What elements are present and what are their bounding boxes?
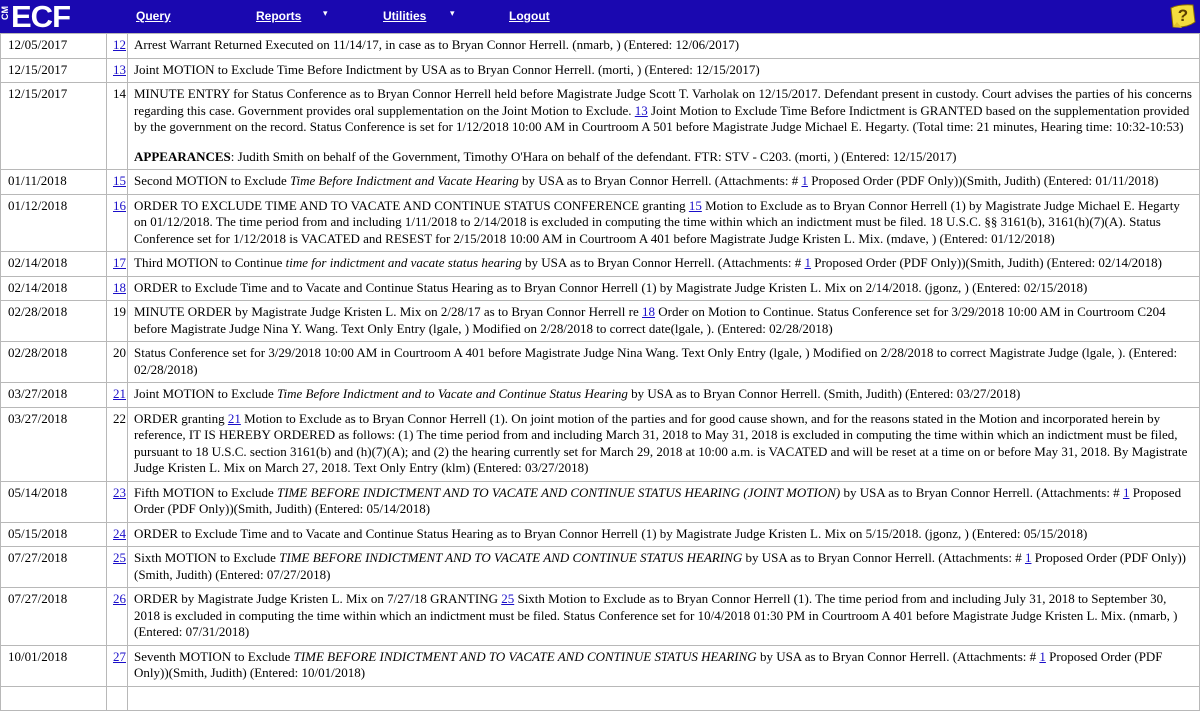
docket-entry-row xyxy=(1,342,1200,383)
top-nav-bar xyxy=(0,0,1200,34)
entry-date: 07/27/2018 xyxy=(1,547,107,588)
docket-entry-row xyxy=(1,481,1200,522)
entry-number-cell xyxy=(107,83,128,170)
menu-query[interactable]: Query xyxy=(136,9,171,23)
document-link[interactable]: 1 xyxy=(801,173,808,188)
document-link[interactable]: 18 xyxy=(642,304,656,319)
entry-date: 02/28/2018 xyxy=(1,342,107,383)
entry-date: 05/14/2018 xyxy=(1,481,107,522)
docket-entry-row xyxy=(1,645,1200,686)
entry-text: Third MOTION to Continue xyxy=(134,255,286,270)
entry-text: by USA as to Bryan Connor Herrell. (Attachments: # xyxy=(840,484,1123,500)
entry-number-link[interactable]: 26 xyxy=(113,591,126,606)
document-link[interactable]: 21 xyxy=(227,410,241,426)
entry-text: ORDER granting xyxy=(134,410,228,426)
entry-number: 19 xyxy=(113,304,126,319)
document-link[interactable]: 1 xyxy=(804,255,812,270)
help-question-icon[interactable] xyxy=(1169,2,1197,30)
entry-text: ORDER TO EXCLUDE TIME AND TO VACATE AND CONTINUE STATUS CONFERENCE granting xyxy=(134,197,689,213)
entry-text: by USA as to Bryan Connor Herrell. (Attachments: # xyxy=(742,550,1025,565)
entry-text: Motion to Exclude as to Bryan Connor Herrell (1). On joint motion of the parties and for good cause shown, and for the reasons stated in the Motion and incorporated herein by reference, IT IS HEREBY ORDERED as follows: (1) The time period from and including March 31, 2018 to May 31, 2018 is excluded in computing the time within which an indictment must be filed, pursuant to 18 U.S.C. section 3161(b) and (h)(7)(A); and (2) the hearing currently set for March 29, 2018 at 10:00 a.m. is VACATED and will be reset at a time on or before May 31, 2018. By Magistrate Judge Kristen L. Mix on March 27, 2018. Text Only Entry (klm) (Entered: 03/27/2018) xyxy=(134,410,1188,475)
menu-utilities[interactable]: Utilities xyxy=(383,9,427,23)
docket-entry-row xyxy=(1,522,1200,547)
entry-date: 01/12/2018 xyxy=(1,194,107,252)
entry-number-cell xyxy=(107,301,128,342)
entry-text: Seventh MOTION to Exclude xyxy=(134,648,294,664)
entry-date: 02/14/2018 xyxy=(1,252,107,277)
entry-number: 14 xyxy=(113,86,126,101)
help-glyph: ? xyxy=(1177,6,1189,25)
entry-number-cell xyxy=(107,407,128,481)
entry-number-cell xyxy=(107,252,128,277)
entry-description xyxy=(128,170,1200,195)
entry-date xyxy=(1,686,107,711)
entry-text: Second MOTION to Exclude xyxy=(134,173,290,188)
entry-description xyxy=(128,383,1200,408)
docket-entry-row xyxy=(1,194,1200,252)
motion-title: TIME BEFORE INDICTMENT AND TO VACATE AND CONTINUE STATUS HEARING xyxy=(293,648,757,664)
entry-date: 03/27/2018 xyxy=(1,383,107,408)
logo-cm-text: CM xyxy=(0,6,10,20)
document-link[interactable]: 15 xyxy=(688,197,702,213)
docket-entry-row xyxy=(1,252,1200,277)
entry-number-link[interactable]: 13 xyxy=(113,61,126,77)
motion-title: TIME BEFORE INDICTMENT AND TO VACATE AND CONTINUE STATUS HEARING (JOINT MOTION) xyxy=(276,484,841,500)
entry-number-cell xyxy=(107,383,128,408)
motion-title: time for indictment and vacate status hearing xyxy=(285,255,522,270)
appearances-block xyxy=(134,149,1193,166)
entry-description xyxy=(128,522,1200,547)
entry-date: 10/01/2018 xyxy=(1,645,107,686)
entry-text: Proposed Order (PDF Only))(Smith, Judith) (Entered: 05/14/2018) xyxy=(134,484,1182,516)
entry-number-link[interactable]: 15 xyxy=(113,173,126,188)
logo-ecf-text: ECF xyxy=(11,0,70,34)
entry-description xyxy=(128,58,1200,83)
entry-description xyxy=(128,686,1200,711)
entry-text: Joint MOTION to Exclude xyxy=(134,386,277,401)
docket-entry-row xyxy=(1,83,1200,170)
entry-number-link[interactable]: 21 xyxy=(113,386,126,401)
entry-date: 05/15/2018 xyxy=(1,522,107,547)
docket-entry-row xyxy=(1,301,1200,342)
entry-description xyxy=(128,407,1200,481)
docket-entry-row xyxy=(1,58,1200,83)
entry-text: by USA as to Bryan Connor Herrell. (Smith, Judith) (Entered: 03/27/2018) xyxy=(627,386,1021,401)
document-link[interactable]: 1 xyxy=(1039,648,1046,664)
entry-number-link[interactable]: 23 xyxy=(113,484,126,500)
entry-description xyxy=(128,588,1200,646)
entry-text: Status Conference set for 3/29/2018 10:00 AM in Courtroom A 401 before Magistrate Judge Nina Wang. Text Only Entry (lgale, ) Modified on 2/28/2018 to correct Magistrate Judge (lgale, ). (Entered: 02/28/2018) xyxy=(134,345,1178,377)
docket-entry-row xyxy=(1,170,1200,195)
entry-description xyxy=(128,342,1200,383)
entry-text: by USA as to Bryan Connor Herrell. (Attachments: # xyxy=(756,648,1040,664)
entry-date: 03/27/2018 xyxy=(1,407,107,481)
entry-number-link[interactable]: 24 xyxy=(113,525,126,541)
entry-text: Sixth Motion to Exclude as to Bryan Connor Herrell (1). The time period from and including July 31, 2018 to September 30, 2018 is excluded in computing the time within which an indictment must be filed. Status Conference set for 10/4/2018 01:30 PM in Courtroom A 401 before Magistrate Judge Kristen L. Mix. (nmarb, ) (Entered: 07/31/2018) xyxy=(134,591,1178,639)
docket-entry-row xyxy=(1,588,1200,646)
docket-entry-row xyxy=(1,34,1200,59)
document-link[interactable]: 1 xyxy=(1122,484,1130,500)
entry-date: 12/15/2017 xyxy=(1,58,107,83)
docket-table xyxy=(0,33,1200,711)
entry-number-cell xyxy=(107,276,128,301)
entry-date: 01/11/2018 xyxy=(1,170,107,195)
entry-number-cell xyxy=(107,547,128,588)
entry-text: Proposed Order (PDF Only))(Smith, Judith) (Entered: 10/01/2018) xyxy=(134,648,1163,680)
menu-logout[interactable]: Logout xyxy=(509,9,550,23)
motion-title: Time Before Indictment and Vacate Hearing xyxy=(289,173,519,188)
entry-number-link[interactable]: 27 xyxy=(113,648,126,664)
entry-text: MINUTE ORDER by Magistrate Judge Kristen L. Mix on 2/28/17 as to Bryan Connor Herrell re xyxy=(134,304,643,319)
motion-title: Time Before Indictment and to Vacate and Continue Status Hearing xyxy=(276,386,628,401)
motion-title: TIME BEFORE INDICTMENT AND TO VACATE AND CONTINUE STATUS HEARING xyxy=(279,550,743,565)
entry-date: 12/05/2017 xyxy=(1,34,107,59)
entry-description xyxy=(128,83,1200,170)
entry-description xyxy=(128,252,1200,277)
entry-description xyxy=(128,547,1200,588)
entry-text: Proposed Order (PDF Only))(Smith, Judith) (Entered: 02/14/2018) xyxy=(811,255,1162,270)
docket-entry-row xyxy=(1,383,1200,408)
entry-description xyxy=(128,481,1200,522)
document-link[interactable]: 1 xyxy=(1024,550,1032,565)
entry-text: Joint Motion to Exclude Time Before Indictment is GRANTED based on the supplementation provided by the government on the record. Status Conference is set for 1/12/2018 10:00 AM in Courtroom A 501 before Magistrate Judge Michael E. Hegarty. (Total time: 21 minutes, Hearing time: 10:32-10:53) xyxy=(134,102,1190,134)
entry-text: ORDER to Exclude Time and to Vacate and Continue Status Hearing as to Bryan Connor Herrell (1) by Magistrate Judge Kristen L. Mix on 5/15/2018. (jgonz, ) (Entered: 05/15/2018) xyxy=(134,525,1088,541)
docket-entry-row xyxy=(1,276,1200,301)
document-link[interactable]: 25 xyxy=(501,591,515,606)
entry-number-cell xyxy=(107,58,128,83)
entry-description xyxy=(128,194,1200,252)
entry-number: 20 xyxy=(113,345,126,360)
entry-text: Motion to Exclude as to Bryan Connor Herrell (1) by Magistrate Judge Michael E. Hegarty on 01/12/2018. The time period from and including 1/11/2018 to 2/14/2018 is excluded in computing the time within which an indictment must be filed. 18 U.S.C. §§ 3161(b), 3161(h)(7)(A). Status Conference set for 1/12/2018 is VACATED and RESEST for 2/15/2018 10:00 AM in Courtroom A 401 before Magistrate Judge Kristen L. Mix. (mdave, ) (Entered: 01/12/2018) xyxy=(134,197,1180,246)
entry-text: MINUTE ENTRY for Status Conference as to Bryan Connor Herrell held before Magistrate Judge Scott T. Varholak on 12/15/2017. Defendant present in custody. Court advises the parties of his concerns regarding this case. Government provides oral supplementation on the Joint Motion to Exclude. xyxy=(134,86,1192,118)
entry-text: Sixth MOTION to Exclude xyxy=(134,550,280,565)
entry-description xyxy=(128,645,1200,686)
entry-number-link[interactable]: 17 xyxy=(113,255,126,270)
menu-reports[interactable]: Reports xyxy=(256,9,302,23)
entry-date: 02/28/2018 xyxy=(1,301,107,342)
entry-description xyxy=(128,34,1200,59)
entry-date: 07/27/2018 xyxy=(1,588,107,646)
entry-number-cell xyxy=(107,34,128,59)
entry-number-cell xyxy=(107,342,128,383)
entry-number-cell xyxy=(107,481,128,522)
entry-number-link[interactable]: 16 xyxy=(113,197,126,213)
entry-text: Fifth MOTION to Exclude xyxy=(134,484,277,500)
cmecf-logo xyxy=(0,0,78,33)
entry-text: Joint MOTION to Exclude Time Before Indictment by USA as to Bryan Connor Herrell. (morti, ) (Entered: 12/15/2017) xyxy=(134,61,760,77)
entry-number-cell xyxy=(107,170,128,195)
entry-number-link[interactable]: 18 xyxy=(113,279,126,295)
entry-description xyxy=(128,276,1200,301)
document-link[interactable]: 13 xyxy=(634,102,648,118)
entry-text: by USA as to Bryan Connor Herrell. (Attachments: # xyxy=(518,173,802,188)
utilities-dropdown-icon[interactable]: ▾ xyxy=(450,9,455,19)
entry-text: by USA as to Bryan Connor Herrell. (Attachments: # xyxy=(521,255,805,270)
entry-number-cell xyxy=(107,588,128,646)
entry-number-link[interactable]: 12 xyxy=(113,37,126,52)
entry-text: Order on Motion to Continue. Status Conference set for 3/29/2018 10:00 AM in Courtroom C204 before Magistrate Judge Nina Y. Wang. Text Only Entry (lgale, ) Modified on 2/28/2018 to correct date(lgale, ). (Entered: 02/28/2018) xyxy=(134,304,1166,336)
docket-entry-row xyxy=(1,407,1200,481)
entry-text: Arrest Warrant Returned Executed on 11/14/17, in case as to Bryan Connor Herrell. (nmarb, ) (Entered: 12/06/2017) xyxy=(134,37,740,52)
entry-number-cell xyxy=(107,645,128,686)
entry-text: ORDER to Exclude Time and to Vacate and Continue Status Hearing as to Bryan Connor Herrell (1) by Magistrate Judge Kristen L. Mix on 2/14/2018. (jgonz, ) (Entered: 02/15/2018) xyxy=(134,279,1088,295)
entry-number-cell xyxy=(107,522,128,547)
entry-date: 02/14/2018 xyxy=(1,276,107,301)
appearances-label: APPEARANCES xyxy=(134,148,231,164)
entry-text: Proposed Order (PDF Only))(Smith, Judith) (Entered: 07/27/2018) xyxy=(134,550,1187,582)
entry-number-cell xyxy=(107,194,128,252)
entry-description xyxy=(128,301,1200,342)
docket-entry-row xyxy=(1,686,1200,711)
reports-dropdown-icon[interactable]: ▾ xyxy=(323,9,328,19)
appearances-text: : Judith Smith on behalf of the Government, Timothy O'Hara on behalf of the defendant. FTR: STV - C203. (morti, ) (Entered: 12/15/2017) xyxy=(230,148,957,164)
entry-number-link[interactable]: 25 xyxy=(113,550,126,565)
docket-entry-row xyxy=(1,547,1200,588)
entry-text: Proposed Order (PDF Only))(Smith, Judith) (Entered: 01/11/2018) xyxy=(807,173,1159,188)
entry-date: 12/15/2017 xyxy=(1,83,107,170)
entry-number-cell xyxy=(107,686,128,711)
entry-number: 22 xyxy=(113,410,126,426)
entry-text: ORDER by Magistrate Judge Kristen L. Mix on 7/27/18 GRANTING xyxy=(134,591,502,606)
